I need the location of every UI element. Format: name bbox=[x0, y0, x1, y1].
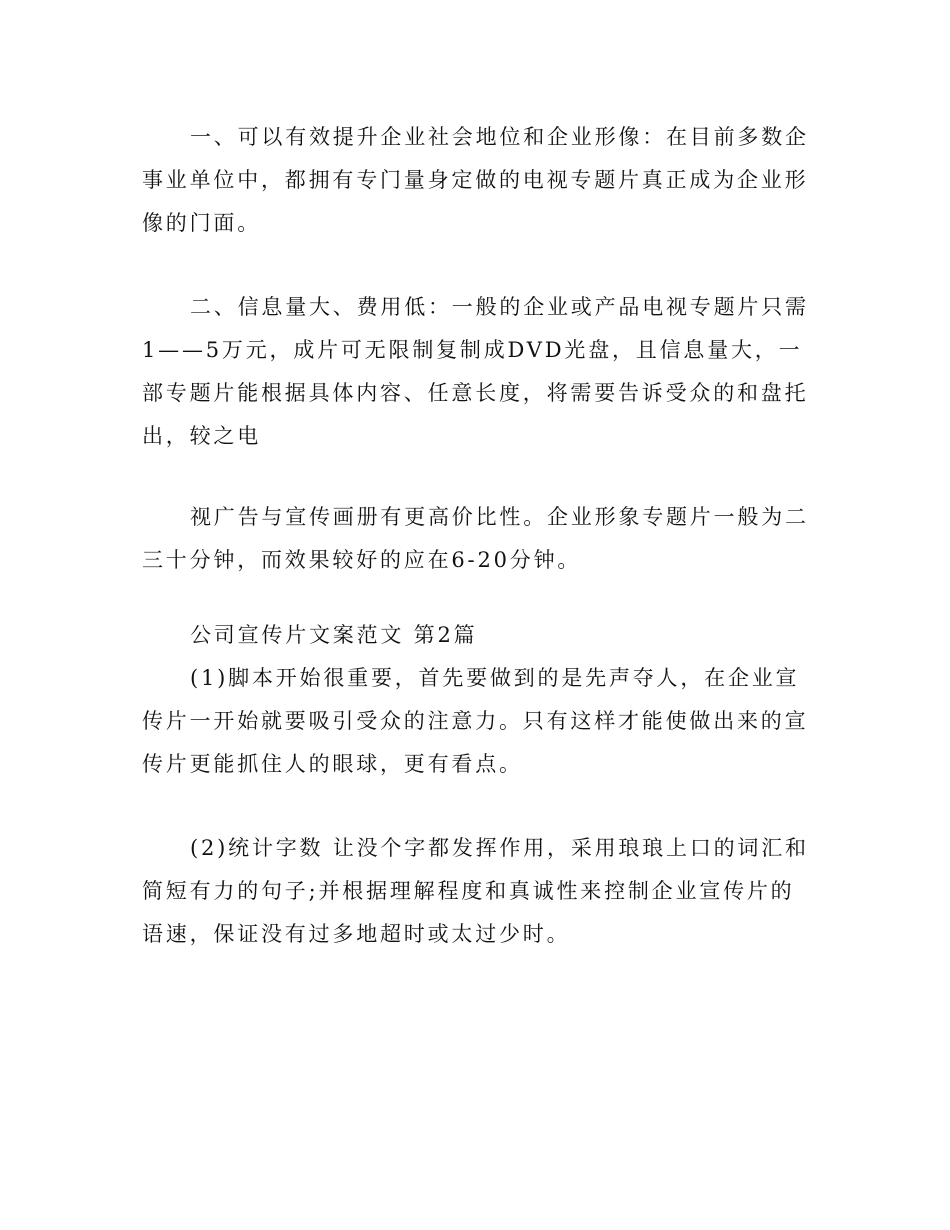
paragraph-benefit-one: 一、可以有效提升企业社会地位和企业形像：在目前多数企事业单位中，都拥有专门量身定做的电视专题片真正成为企业形像的门面。 bbox=[142, 125, 809, 235]
paragraph-point-one: (1)脚本开始很重要，首先要做到的是先声夺人，在企业宣传片一开始就要吸引受众的注意力。只有这样才能使做出来的宣传片更能抓住人的眼球，更有看点。 bbox=[142, 666, 809, 776]
document-body bbox=[142, 116, 812, 956]
paragraph-point-two: (2)统计字数 让没个字都发挥作用，采用琅琅上口的词汇和简短有力的句子;并根据理解程度和真诚性来控制企业宣传片的语速，保证没有过多地超时或太过少时。 bbox=[142, 836, 809, 946]
section-heading: 公司宣传片文案范文 第2篇 bbox=[190, 623, 478, 647]
paragraph-benefit-two-continued: 视广告与宣传画册有更高价比性。企业形象专题片一般为二三十分钟，而效果较好的应在6-20分钟。 bbox=[142, 505, 809, 572]
paragraph-benefit-two: 二、信息量大、费用低：一般的企业或产品电视专题片只需1——5万元，成片可无限制复制成DVD光盘，且信息量大，一部专题片能根据具体内容、任意长度，将需要告诉受众的和盘托出，较之电 bbox=[142, 295, 809, 448]
